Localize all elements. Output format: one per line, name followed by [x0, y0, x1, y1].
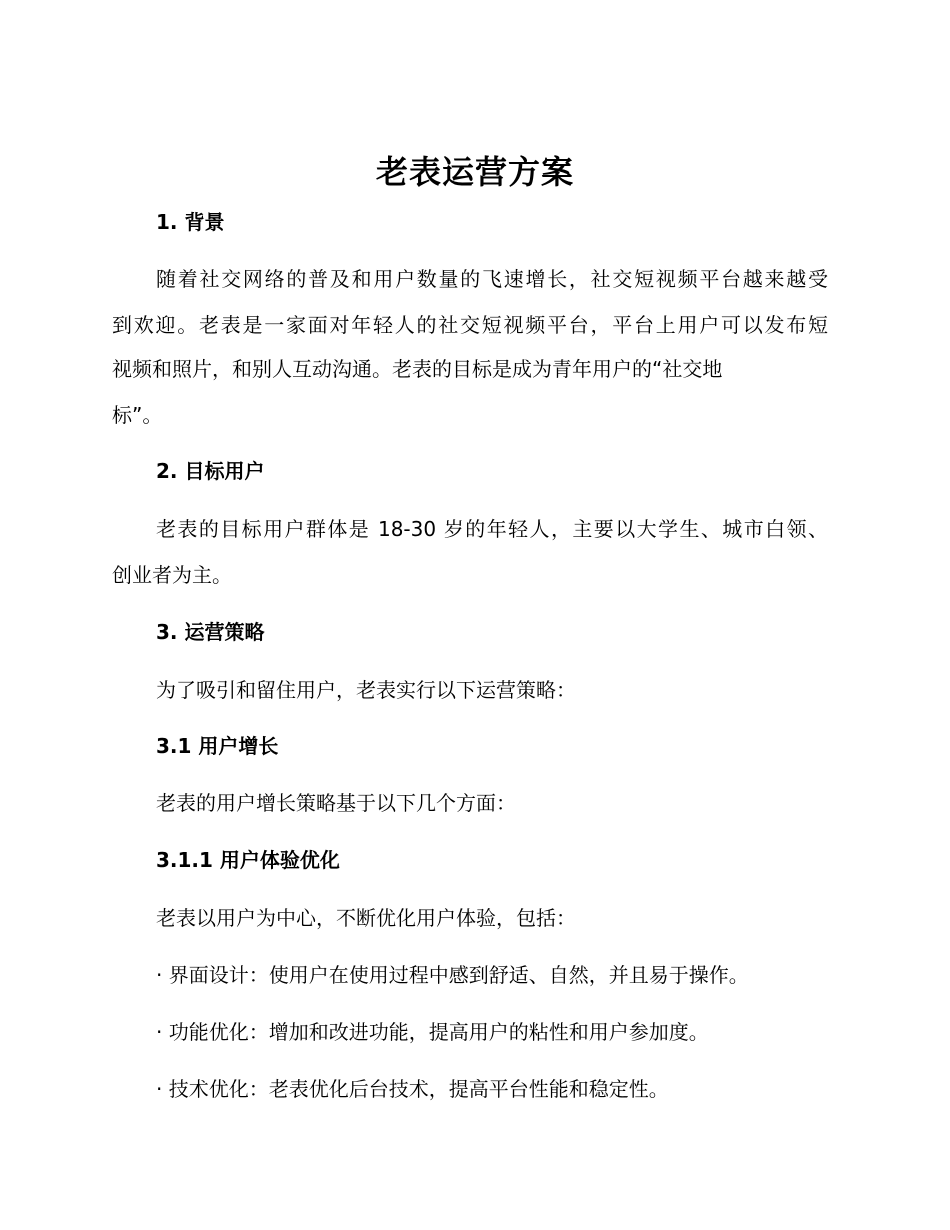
paragraph-line: 老表以用户为中心，不断优化用户体验，包括： [156, 906, 576, 930]
section-heading-strategy: 3. 运营策略 [156, 620, 265, 644]
section-heading-background: 1. 背景 [156, 210, 225, 234]
paragraph-line: 视频和照片，和别人互动沟通。老表的目标是成为青年用户的“社交地 [112, 357, 723, 381]
section-heading-target-users: 2. 目标用户 [156, 459, 265, 483]
list-item: · 功能优化：增加和改进功能，提高用户的粘性和用户参加度。 [156, 1020, 709, 1044]
paragraph-line: 创业者为主。 [112, 563, 232, 587]
section-heading-ux-optimization: 3.1.1 用户体验优化 [156, 848, 340, 872]
paragraph-line: 老表的用户增长策略基于以下几个方面： [156, 791, 516, 815]
list-item: · 界面设计：使用户在使用过程中感到舒适、自然，并且易于操作。 [156, 963, 749, 987]
paragraph-line: 为了吸引和留住用户，老表实行以下运营策略： [156, 678, 576, 702]
paragraph-line: 随着社交网络的普及和用户数量的飞速增长，社交短视频平台越来越受 [156, 267, 828, 291]
document-title: 老表运营方案 [375, 153, 574, 191]
paragraph-line: 老表的目标用户群体是 18-30 岁的年轻人，主要以大学生、城市白领、 [156, 517, 828, 541]
paragraph-line: 到欢迎。老表是一家面对年轻人的社交短视频平台，平台上用户可以发布短 [112, 313, 828, 337]
section-heading-user-growth: 3.1 用户增长 [156, 734, 279, 758]
list-item: · 技术优化：老表优化后台技术，提高平台性能和稳定性。 [156, 1077, 669, 1101]
paragraph-line: 标”。 [112, 403, 163, 427]
